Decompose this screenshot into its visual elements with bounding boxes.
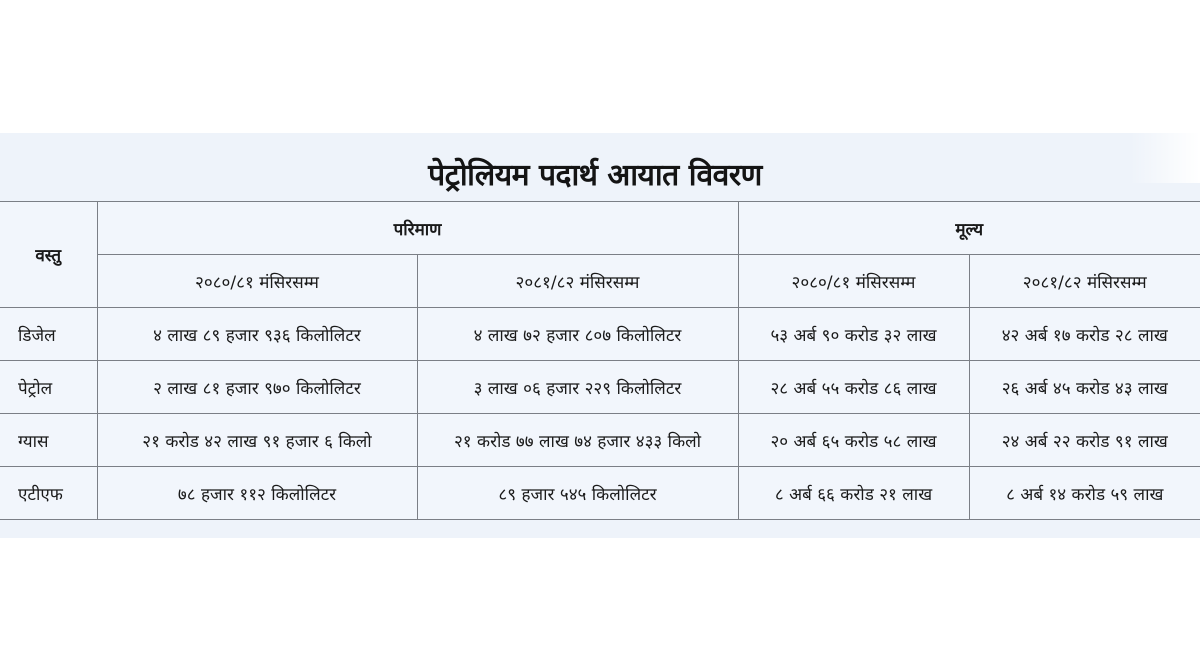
item-name: डिजेल [0, 308, 97, 361]
table-row-atf [0, 467, 1200, 520]
table-row-petrol [0, 361, 1200, 414]
quantity-cell: ४ लाख ७२ हजार ८०७ किलोलिटर [417, 308, 738, 361]
value-cell: ५३ अर्ब ९० करोड ३२ लाख [738, 308, 969, 361]
value-cell: ८ अर्ब ६६ करोड २१ लाख [738, 467, 969, 520]
value-cell: २० अर्ब ६५ करोड ५८ लाख [738, 414, 969, 467]
import-table [0, 201, 1200, 520]
quantity-cell: ३ लाख ०६ हजार २२९ किलोलिटर [417, 361, 738, 414]
quantity-cell: ४ लाख ८९ हजार ९३६ किलोलिटर [97, 308, 417, 361]
item-column-header: वस्तु [0, 202, 97, 308]
import-details-panel [0, 133, 1200, 538]
item-name: पेट्रोल [0, 361, 97, 414]
value-cell: २६ अर्ब ४५ करोड ४३ लाख [969, 361, 1200, 414]
period-header: २०८१/८२ मंसिरसम्म [969, 255, 1200, 308]
period-header: २०८०/८१ मंसिरसम्म [97, 255, 417, 308]
quantity-cell: २१ करोड ४२ लाख ९१ हजार ६ किलो [97, 414, 417, 467]
quantity-cell: ७८ हजार ११२ किलोलिटर [97, 467, 417, 520]
table-row-gas [0, 414, 1200, 467]
table-row-diesel [0, 308, 1200, 361]
quantity-cell: २ लाख ८१ हजार ९७० किलोलिटर [97, 361, 417, 414]
quantity-cell: २१ करोड ७७ लाख ७४ हजार ४३३ किलो [417, 414, 738, 467]
period-header: २०८०/८१ मंसिरसम्म [738, 255, 969, 308]
value-cell: २४ अर्ब २२ करोड ९१ लाख [969, 414, 1200, 467]
item-name: एटीएफ [0, 467, 97, 520]
header-row-periods [0, 255, 1200, 308]
item-name: ग्यास [0, 414, 97, 467]
quantity-cell: ८९ हजार ५४५ किलोलिटर [417, 467, 738, 520]
page-title: पेट्रोलियम पदार्थ आयात विवरण [428, 158, 762, 193]
value-cell: ८ अर्ब १४ करोड ५९ लाख [969, 467, 1200, 520]
header-row-main [0, 202, 1200, 255]
value-cell: ४२ अर्ब १७ करोड २८ लाख [969, 308, 1200, 361]
quantity-column-header: परिमाण [97, 202, 738, 255]
value-cell: २८ अर्ब ५५ करोड ८६ लाख [738, 361, 969, 414]
value-column-header: मूल्य [738, 202, 1200, 255]
period-header: २०८१/८२ मंसिरसम्म [417, 255, 738, 308]
